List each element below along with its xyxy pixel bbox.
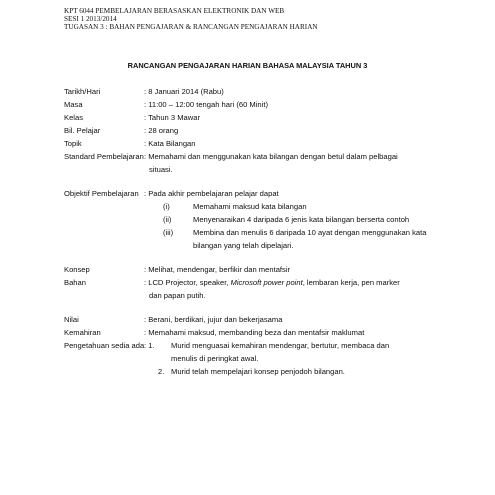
page-title: RANCANGAN PENGAJARAN HARIAN BAHASA MALAYSIA TAHUN 3	[127, 61, 368, 70]
document-header	[64, 8, 318, 31]
field-value: : Memahami maksud, membanding beza dan mentafsir maklumat	[144, 328, 365, 337]
field-label: Konsep	[64, 265, 90, 274]
field-label: Tarikh/Hari	[64, 87, 101, 96]
bahan-part: : LCD Projector, speaker,	[144, 278, 231, 287]
list-item: Murid menguasai kemahiran mendengar, bertutur, membaca dan	[171, 341, 390, 350]
field-label: Bil. Pelajar	[64, 126, 101, 135]
field-value: : Pada akhir pembelajaran pelajar dapat	[144, 189, 279, 198]
field-value: : 28 orang	[144, 126, 179, 135]
list-marker: 2.	[158, 367, 165, 376]
list-item: Murid telah mempelajari konsep penjodoh bilangan.	[171, 367, 345, 376]
field-label: Nilai	[64, 315, 79, 324]
list-item: Membina dan menulis 6 daripada 10 ayat dengan menggunakan kata	[193, 228, 427, 237]
field-label: Pengetahuan sedia ada	[64, 341, 145, 350]
list-marker: (ii)	[163, 215, 172, 224]
bahan-software: Microsoft power point	[230, 278, 303, 287]
field-label: Objektif Pembelajaran	[64, 189, 139, 198]
field-value-continued: dan papan putih.	[149, 291, 206, 300]
assignment-line: TUGASAN 3 : BAHAN PENGAJARAN & RANCANGAN PENGAJARAN HARIAN	[64, 22, 318, 31]
field-value	[144, 276, 400, 289]
list-marker: (iii)	[163, 228, 174, 237]
field-value: : Memahami dan menggunakan kata bilangan dengan betul dalam pelbagai	[144, 152, 398, 161]
list-item: Menyenaraikan 4 daripada 6 jenis kata bilangan berserta contoh	[193, 215, 410, 224]
field-label: Standard Pembelajaran	[64, 152, 144, 161]
field-value: : Melihat, mendengar, berfikir dan mentafsir	[144, 265, 291, 274]
list-item: Memahami maksud kata bilangan	[193, 202, 307, 211]
field-value: : 8 Januari 2014 (Rabu)	[144, 87, 224, 96]
field-label: Topik	[64, 139, 82, 148]
field-label: Bahan	[64, 278, 86, 287]
list-marker: : 1.	[144, 341, 155, 350]
field-value: : 11:00 – 12:00 tengah hari (60 Minit)	[144, 100, 268, 109]
bahan-part: , lembaran kerja, pen marker	[302, 278, 400, 287]
field-label: Kelas	[64, 113, 83, 122]
field-value: : Kata Bilangan	[144, 139, 196, 148]
field-value-continued: situasi.	[149, 165, 173, 174]
field-value: : Berani, berdikari, jujur dan bekerjasama	[144, 315, 283, 324]
list-item-continued: bilangan yang telah dipelajari.	[193, 241, 294, 250]
field-label: Kemahiran	[64, 328, 101, 337]
field-value: : Tahun 3 Mawar	[144, 113, 200, 122]
list-item-continued: menulis di peringkat awal.	[171, 354, 259, 363]
session-line: SESI 1 2013/2014	[64, 14, 117, 23]
list-marker: (i)	[163, 202, 170, 211]
field-label: Masa	[64, 100, 83, 109]
course-title: KPT 6044 PEMBELAJARAN BERASASKAN ELEKTRONIK DAN WEB	[64, 7, 285, 15]
